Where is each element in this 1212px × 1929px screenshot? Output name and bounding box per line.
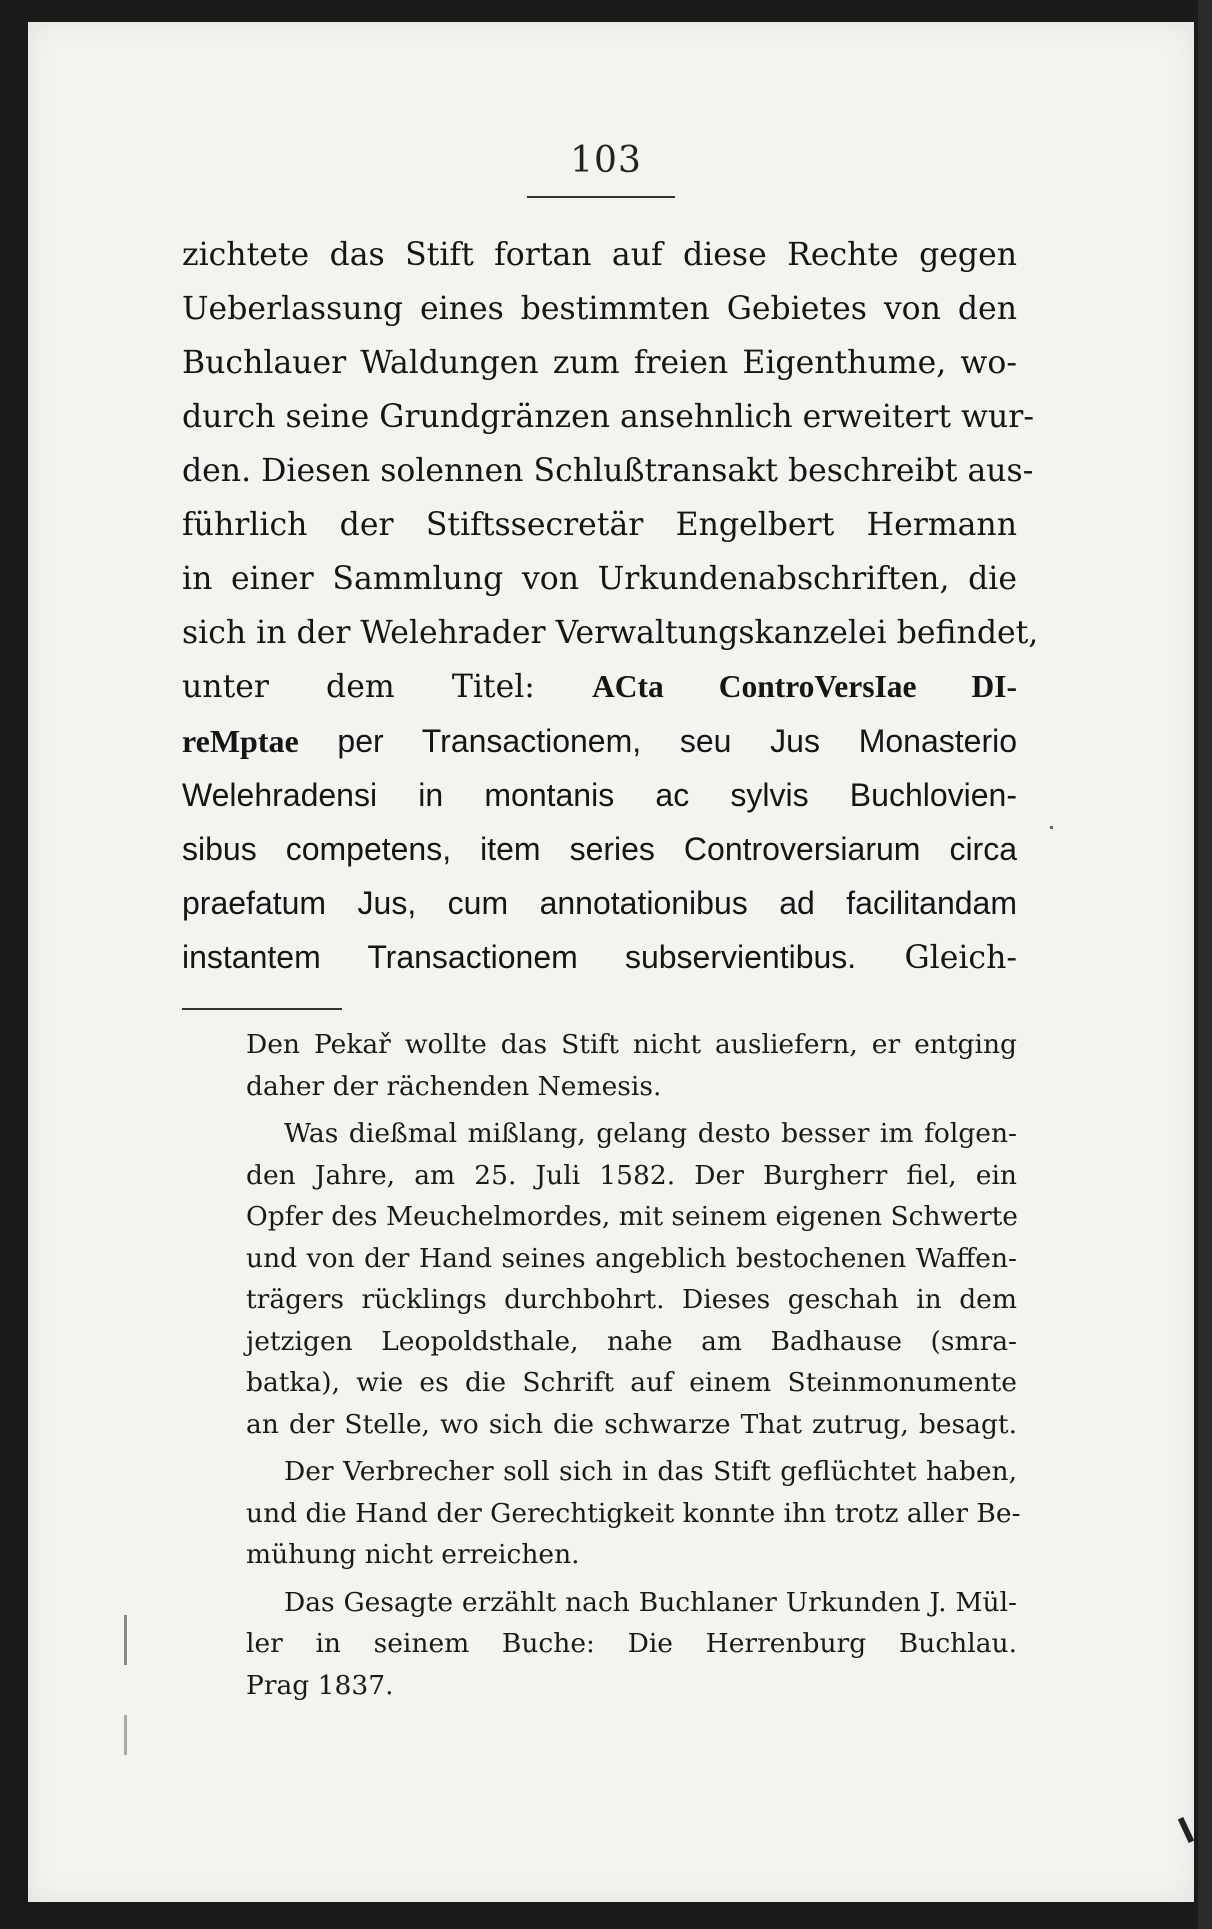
footnote-line: batka), wie es die Schrift auf einem Steinmonumente [246, 1367, 1017, 1398]
scan-mark [124, 1615, 127, 1665]
footnote-line: Was dießmal mißlang, gelang desto besser im folgen- [284, 1118, 1017, 1149]
text-line: den. Diesen solennen Schlußtransakt beschreibt aus- [182, 453, 1034, 489]
text-line: sich in der Welehrader Verwaltungskanzelei befindet, [182, 615, 1039, 651]
footnote-line: an der Stelle, wo sich die schwarze That zutrug, besagt. [246, 1408, 1017, 1440]
text-segment: per Transactionem, seu Jus Monasterio [298, 723, 1017, 759]
text-line: führlich der Stiftssecretär Engelbert Hermann [182, 507, 1017, 543]
title-bold-segment: ACta ControVersIae DI- [592, 669, 1017, 704]
text-line [182, 714, 1017, 768]
footnote-line: Das Gesagte erzählt nach Buchlaner Urkunden J. Mül- [284, 1586, 1017, 1618]
footnote-line: und die Hand der Gerechtigkeit konnte ihn trotz aller Be- [246, 1497, 1021, 1529]
main-text [182, 228, 1039, 984]
footnote-rule [182, 1008, 342, 1010]
text-line: durch seine Grundgränzen ansehnlich erweitert wur- [182, 399, 1034, 435]
text-line [182, 660, 1017, 714]
footnote-line: jetzigen Leopoldsthale, nahe am Badhause (smra- [246, 1325, 1017, 1357]
text-line: Buchlauer Waldungen zum freien Eigenthume, wo- [182, 345, 1017, 381]
header-rule [527, 196, 675, 198]
text-line: Ueberlassung eines bestimmten Gebietes von den [182, 291, 1017, 327]
footnote-line: Der Verbrecher soll sich in das Stift geflüchtet haben, [284, 1456, 1017, 1487]
footnote-line: den Jahre, am 25. Juli 1582. Der Burgherr fiel, ein [246, 1159, 1017, 1191]
page-number: 103 [570, 140, 642, 181]
footnote-line: Den Pekař wollte das Stift nicht ausliefern, er entging [246, 1029, 1017, 1060]
page-edge-shadow [1198, 0, 1212, 1929]
footnote-line: trägers rücklings durchbohrt. Dieses geschah in dem [246, 1284, 1017, 1315]
footnote-line: Prag 1837. [246, 1669, 394, 1701]
footnote-line: Opfer des Meuchelmordes, mit seinem eigenen Schwerte [246, 1201, 1018, 1232]
footnote-line: daher der rächenden Nemesis. [246, 1070, 662, 1102]
footnote-line: ler in seinem Buche: Die Herrenburg Buchlau. [246, 1628, 1017, 1659]
footnote-line: mühung nicht erreichen. [246, 1539, 580, 1570]
footnotes [246, 1024, 1021, 1706]
text-line: zichtete das Stift fortan auf diese Rechte gegen [182, 237, 1017, 273]
text-line: in einer Sammlung von Urkundenabschriften, die [182, 561, 1017, 597]
text-segment: Gleich- [856, 940, 1018, 976]
text-line [182, 930, 1017, 984]
text-line: Welehradensi in montanis ac sylvis Buchlovien- [182, 777, 1017, 813]
title-bold-segment: reMptae [182, 723, 299, 759]
scan-mark [124, 1715, 127, 1755]
text-segment: unter dem Titel: [182, 669, 593, 705]
text-line: praefatum Jus, cum annotationibus ad facilitandam [182, 885, 1017, 921]
scan-dot [1050, 826, 1053, 829]
text-line: sibus competens, item series Controversiarum circa [182, 831, 1017, 867]
footnote-line: und von der Hand seines angeblich bestochenen Waffen- [246, 1242, 1017, 1274]
text-segment: instantem Transactionem subservientibus. [182, 939, 857, 975]
